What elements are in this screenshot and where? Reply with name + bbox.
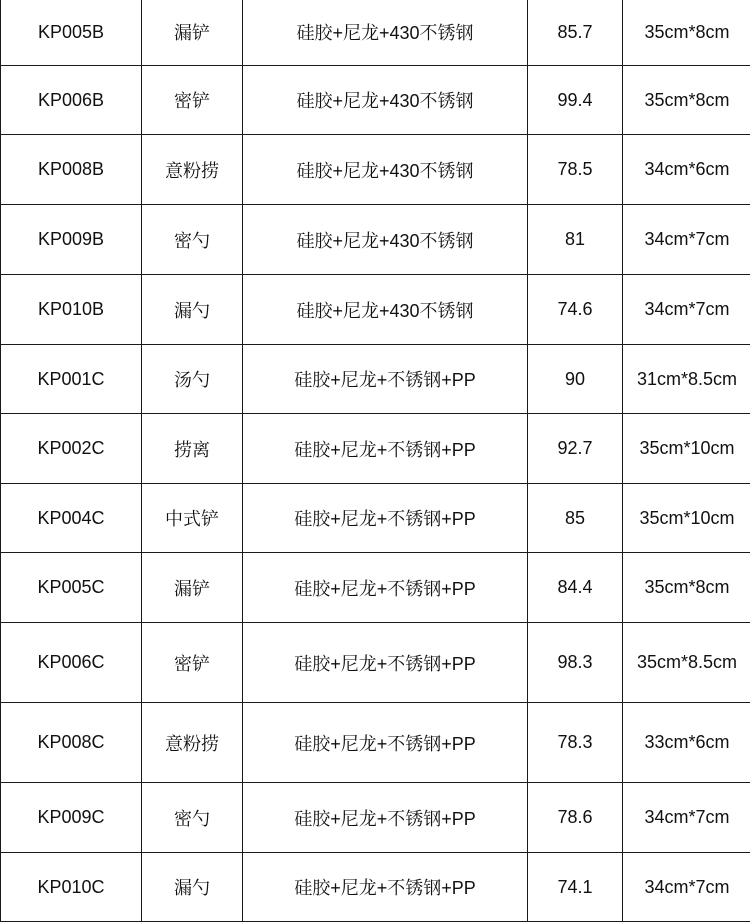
weight-cell: 85.7	[528, 0, 623, 66]
table-row	[1, 345, 750, 414]
weight-cell: 85	[528, 484, 623, 553]
product-code-cell: KP001C	[1, 345, 142, 414]
product-code-cell: KP010C	[1, 853, 142, 922]
product-name-cell: 意粉捞	[142, 135, 243, 205]
table-row	[1, 66, 750, 135]
weight-cell: 78.6	[528, 783, 623, 853]
material-cell: 硅胶+尼龙+不锈钢+PP	[243, 853, 528, 922]
size-cell: 34cm*6cm	[623, 135, 750, 205]
product-code-cell: KP006B	[1, 66, 142, 135]
product-code-cell: KP006C	[1, 623, 142, 703]
material-cell: 硅胶+尼龙+430不锈钢	[243, 205, 528, 275]
size-cell: 33cm*6cm	[623, 703, 750, 783]
table-row	[1, 484, 750, 553]
product-name-cell: 捞离	[142, 414, 243, 484]
material-cell: 硅胶+尼龙+不锈钢+PP	[243, 484, 528, 553]
size-cell: 31cm*8.5cm	[623, 345, 750, 414]
size-cell: 34cm*7cm	[623, 275, 750, 345]
product-code-cell: KP002C	[1, 414, 142, 484]
product-name-cell: 中式铲	[142, 484, 243, 553]
product-name-cell: 漏铲	[142, 0, 243, 66]
product-code-cell: KP008C	[1, 703, 142, 783]
product-name-cell: 密铲	[142, 66, 243, 135]
product-code-cell: KP005C	[1, 553, 142, 623]
table-row	[1, 703, 750, 783]
product-code-cell: KP010B	[1, 275, 142, 345]
material-cell: 硅胶+尼龙+不锈钢+PP	[243, 414, 528, 484]
product-name-cell: 漏勺	[142, 275, 243, 345]
product-code-cell: KP009C	[1, 783, 142, 853]
table-row	[1, 135, 750, 205]
material-cell: 硅胶+尼龙+430不锈钢	[243, 66, 528, 135]
material-cell: 硅胶+尼龙+430不锈钢	[243, 135, 528, 205]
table-row	[1, 205, 750, 275]
weight-cell: 78.3	[528, 703, 623, 783]
weight-cell: 78.5	[528, 135, 623, 205]
product-code-cell: KP009B	[1, 205, 142, 275]
product-name-cell: 漏铲	[142, 553, 243, 623]
table-row	[1, 414, 750, 484]
product-code-cell: KP004C	[1, 484, 142, 553]
material-cell: 硅胶+尼龙+不锈钢+PP	[243, 553, 528, 623]
size-cell: 34cm*7cm	[623, 783, 750, 853]
product-name-cell: 密勺	[142, 205, 243, 275]
weight-cell: 90	[528, 345, 623, 414]
material-cell: 硅胶+尼龙+不锈钢+PP	[243, 783, 528, 853]
material-cell: 硅胶+尼龙+不锈钢+PP	[243, 345, 528, 414]
size-cell: 35cm*10cm	[623, 484, 750, 553]
product-code-cell: KP005B	[1, 0, 142, 66]
size-cell: 35cm*8cm	[623, 66, 750, 135]
size-cell: 35cm*8cm	[623, 0, 750, 66]
table-row	[1, 853, 750, 922]
table-row	[1, 553, 750, 623]
weight-cell: 84.4	[528, 553, 623, 623]
product-name-cell: 意粉捞	[142, 703, 243, 783]
product-name-cell: 漏勺	[142, 853, 243, 922]
table-row	[1, 0, 750, 66]
weight-cell: 99.4	[528, 66, 623, 135]
size-cell: 35cm*8.5cm	[623, 623, 750, 703]
material-cell: 硅胶+尼龙+不锈钢+PP	[243, 703, 528, 783]
product-spec-table-body	[1, 0, 750, 922]
product-name-cell: 汤勺	[142, 345, 243, 414]
table-row	[1, 623, 750, 703]
size-cell: 35cm*8cm	[623, 553, 750, 623]
material-cell: 硅胶+尼龙+430不锈钢	[243, 0, 528, 66]
size-cell: 34cm*7cm	[623, 205, 750, 275]
material-cell: 硅胶+尼龙+430不锈钢	[243, 275, 528, 345]
weight-cell: 92.7	[528, 414, 623, 484]
weight-cell: 98.3	[528, 623, 623, 703]
product-code-cell: KP008B	[1, 135, 142, 205]
size-cell: 34cm*7cm	[623, 853, 750, 922]
weight-cell: 81	[528, 205, 623, 275]
weight-cell: 74.1	[528, 853, 623, 922]
table-row	[1, 275, 750, 345]
weight-cell: 74.6	[528, 275, 623, 345]
product-name-cell: 密铲	[142, 623, 243, 703]
product-name-cell: 密勺	[142, 783, 243, 853]
size-cell: 35cm*10cm	[623, 414, 750, 484]
table-row	[1, 783, 750, 853]
material-cell: 硅胶+尼龙+不锈钢+PP	[243, 623, 528, 703]
